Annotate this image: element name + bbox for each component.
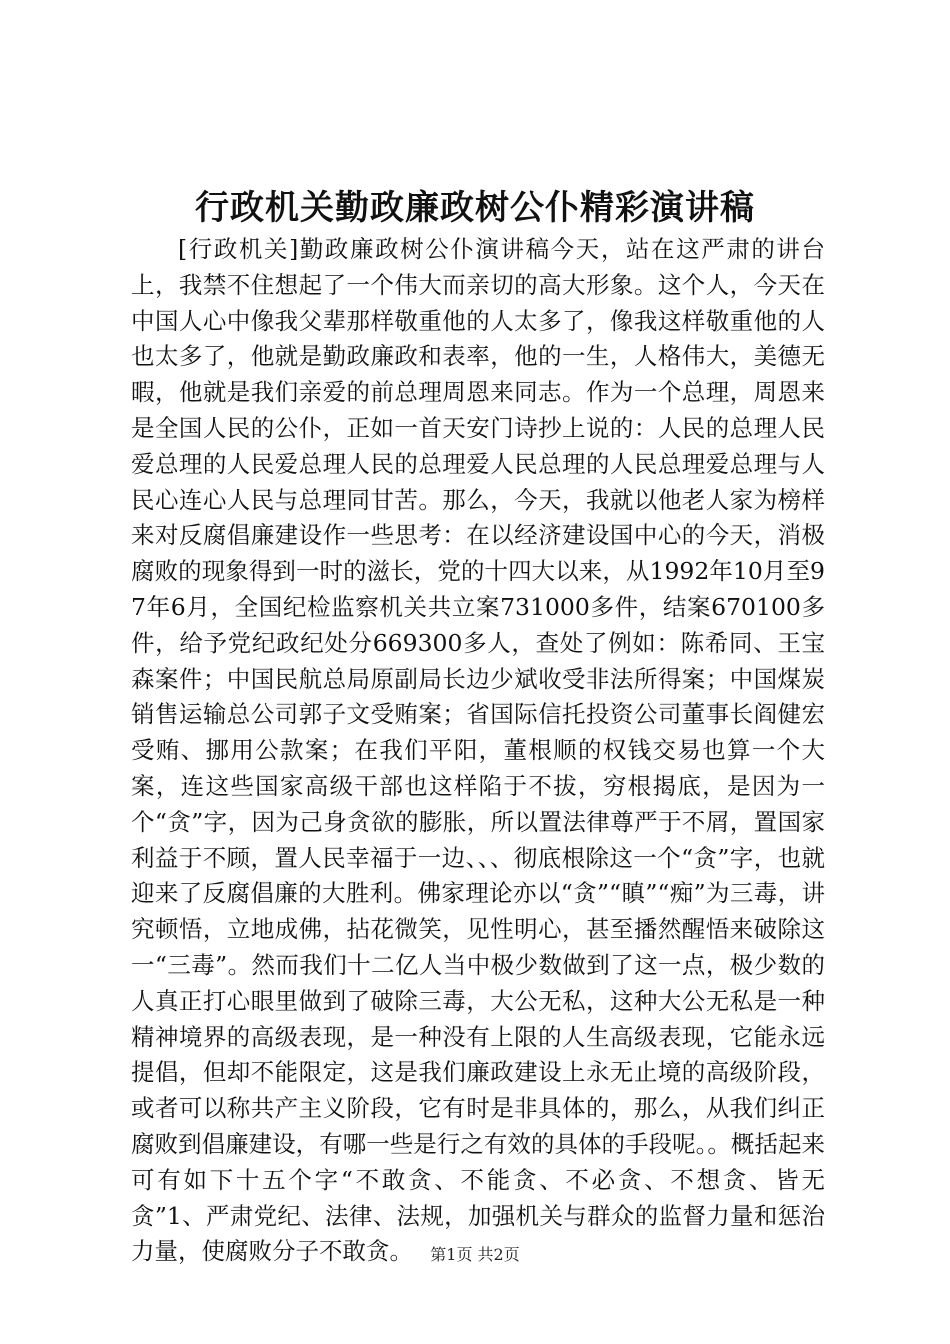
document-body: [行政机关]勤政廉政树公仆演讲稿今天，站在这严肃的讲台上，我禁不住想起了一个伟大而亲切的高大形象。这个人，今天在中国人心中像我父辈那样敬重他的人太多了，像我这样敬重他的人也太多了，他就是勤政廉政和表率，他的一生，人格伟大，美德无暇，他就是我们亲爱的前总理周恩来同志。作为一个总理，周恩来是全国人民的公仆，正如一首天安门诗抄上说的：人民的总理人民爱总理的人民爱总理人民的总理爱人民总理的人民总理爱总理与人民心连心人民与总理同甘苦。那么，今天，我就以他老人家为榜样来对反腐倡廉建设作一些思考：在以经济建设国中心的今天，消极腐败的现象得到一时的滋长，党的十四大以来，从1992年10月至97年6月，全国纪检监察机关共立案731000多件，结案670100多件，给予党纪政纪处分669300多人，查处了例如：陈希同、王宝森案件；中国民航总局原副局长边少斌收受非法所得案；中国煤炭销售运输总公司郭子文受贿案；省国际信托投资公司董事长阎健宏受贿、挪用公款案；在我们平阳，董根顺的权钱交易也算一个大案，连这些国家高级干部也这样陷于不拔，穷根揭底，是因为一个“贪”字，因为己身贪欲的膨胀，所以置法律尊严于不屑，置国家利益于不顾，置人民幸福于一边、、、彻底根除这一个“贪”字，也就迎来了反腐倡廉的大胜利。佛家理论亦以“贪”“瞋”“痴”为三毒，讲究顿悟，立地成佛，拈花微笑，见性明心，甚至播然醒悟来破除这一“三毒”。然而我们十二亿人当中极少数做到了这一点，极少数的人真正打心眼里做到了破除三毒，大公无私，这种大公无私是一种精神境界的高级表现，是一种没有上限的人生高级表现，它能永远提倡，但却不能限定，这是我们廉政建设上永无止境的高级阶段，或者可以称共产主义阶段，它有时是非具体的，那么，从我们纠正腐败到倡廉建设，有哪一些是行之有效的具体的手段呢。。概括起来可有如下十五个字“不敢贪、不能贪、不必贪、不想贪、皆无贪”1、严肃党纪、法律、法规，加强机关与群众的监督力量和惩治力量，使腐败分子不敢贪。	[131, 235, 825, 1266]
page-footer: 第1页 共2页	[430, 1245, 520, 1264]
document-title: 行政机关勤政廉政树公仆精彩演讲稿	[195, 188, 755, 228]
